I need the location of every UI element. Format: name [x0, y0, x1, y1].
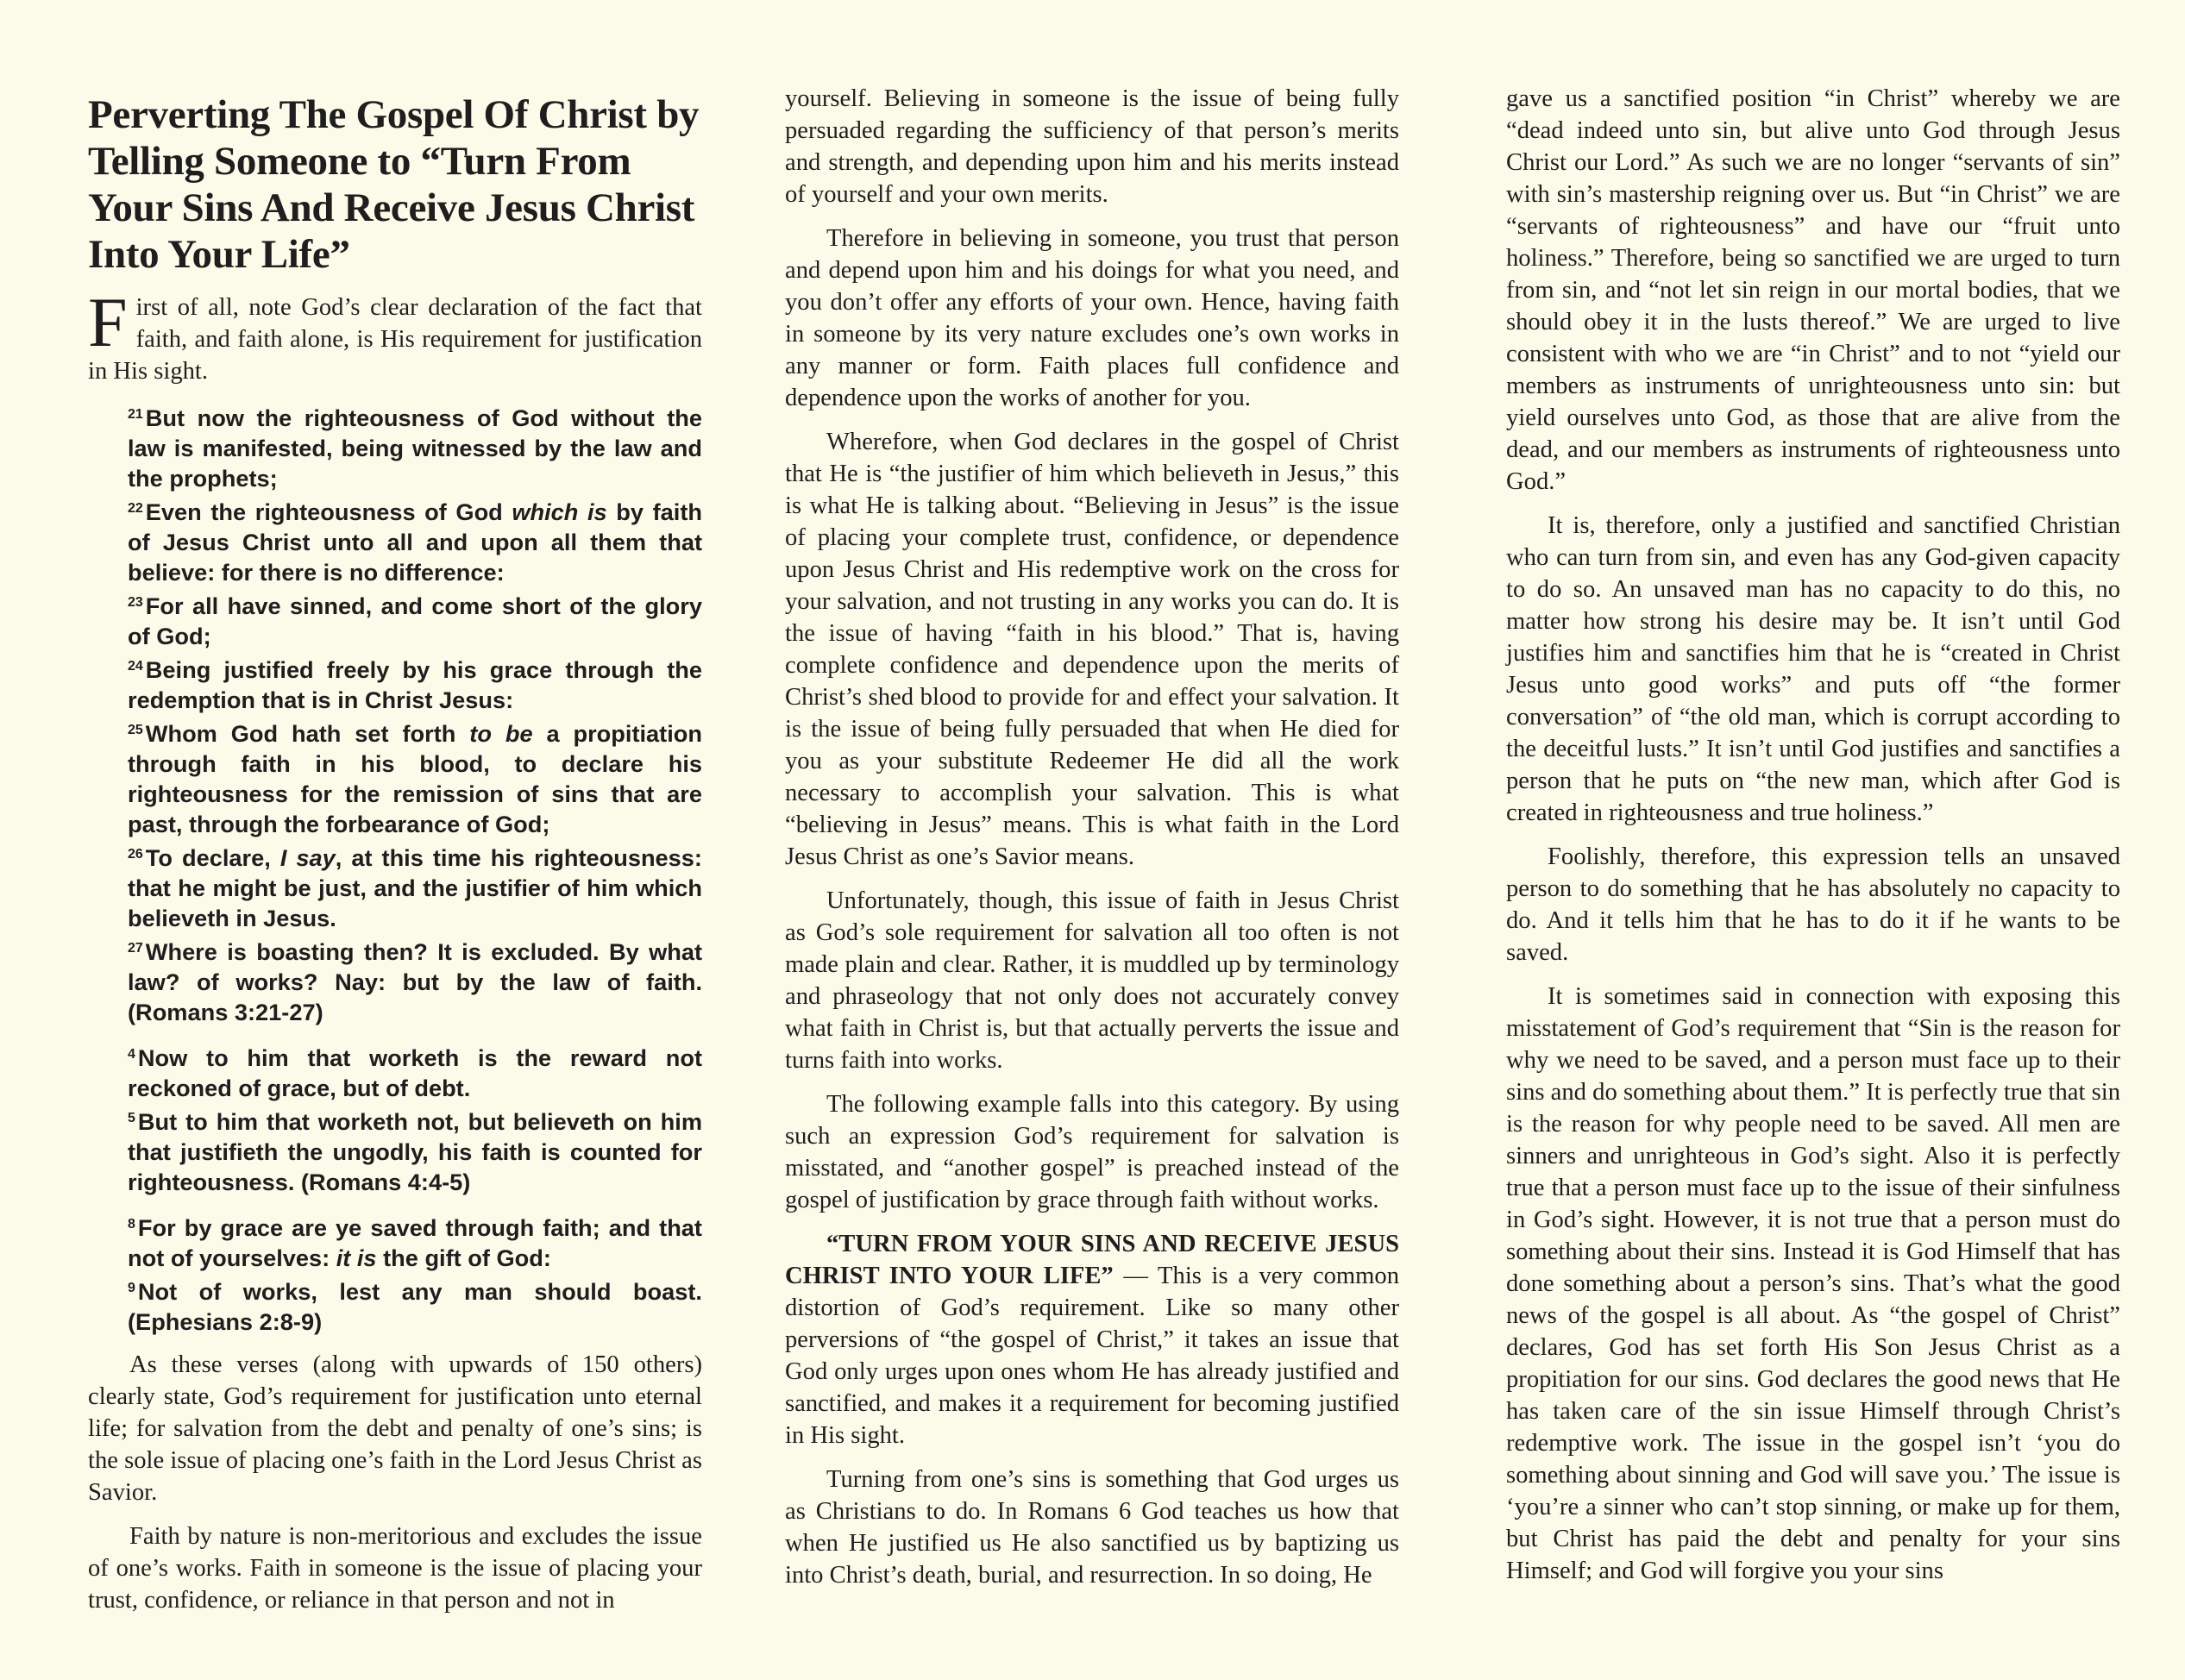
verse	[128, 651, 702, 715]
verse-text: a propitiation through faith in his blood, to declare his righteousness for the remission of sins that are past, through the forbearance of God;	[128, 720, 702, 837]
verse-number: 8	[128, 1217, 135, 1232]
verse-text: Not of works, lest any man should boast. (Ephesians 2:8-9)	[128, 1278, 702, 1335]
drop-cap: F	[88, 283, 128, 361]
verse-text: For by grace are ye saved through faith; and that not of yourselves:	[128, 1214, 702, 1271]
column-3	[1506, 83, 2120, 1599]
verse-text: Being justified freely by his grace through the redemption that is in Christ Jesus:	[128, 656, 702, 713]
verse	[128, 493, 702, 587]
verse-number: 23	[128, 595, 143, 610]
verse-text: by faith of Jesus Christ unto all and upon all them that believe: for there is no difference:	[128, 498, 702, 586]
paragraph: As these verses (along with upwards of 150 others) clearly state, God’s requirement for justification unto eternal life; for salvation from the debt and penalty of one’s sins; is the sole issue of placing one’s faith in the Lord Jesus Christ as Savior.	[88, 1351, 702, 1506]
verse-text: Even the righteousness of God	[145, 498, 512, 525]
column-1	[88, 79, 702, 1628]
verse	[128, 1103, 702, 1197]
verse	[128, 1209, 702, 1273]
paragraph: Turning from one’s sins is something that God urges us as Christians to do. In Romans 6 God teaches us how that when He justified us He also sanctified us by baptizing us into Christ’s death, burial, and resurrection. In so doing, He	[785, 1466, 1399, 1589]
verse	[128, 1273, 702, 1337]
verse-number: 27	[128, 941, 143, 956]
verse-number: 26	[128, 847, 143, 862]
paragraph: It is, therefore, only a justified and sanctified Christian who can turn from sin, and even has any God-given capacity to do so. An unsaved man has no capacity to do this, no matter how strong his desire may be. It isn’t until God justifies him and sanctifies him that he is “created in Christ Jesus unto good works” and puts off “the former conversation” of “the old man, which is corrupt according to the deceitful lusts.” It isn’t until God justifies and sanctifies a person that he puts on “the new man, which after God is created in righteousness and true holiness.”	[1506, 512, 2120, 826]
verse	[128, 1039, 702, 1103]
verse-number: 22	[128, 501, 143, 516]
verse	[128, 933, 702, 1027]
verse-number: 24	[128, 659, 143, 674]
verse-block-romans-4	[128, 1039, 702, 1197]
paragraph: Therefore in believing in someone, you trust that person and depend upon him and his doings for what you need, and you don’t offer any efforts of your own. Hence, having faith in someone by its very nature excludes one’s own works in any manner or form. Faith places full confidence and dependence upon the works of another for you.	[785, 225, 1399, 411]
paragraph: Wherefore, when God declares in the gospel of Christ that He is “the justifier of him which believeth in Jesus,” this is what He is talking about. “Believing in Jesus” is the issue of placing your complete trust, confidence, or dependence upon Jesus Christ and His redemptive work on the cross for your salvation, and not trusting in any works you can do. It is the issue of having “faith in his blood.” That is, having complete confidence and dependence upon the merits of Christ’s shed blood to provide for and effect your salvation. It is the issue of being fully persuaded that when He died for you as your substitute Redeemer He did all the work necessary to accomplish your salvation. This is what “believing in Jesus” means. This is what faith in the Lord Jesus Christ as one’s Savior means.	[785, 429, 1399, 870]
section-heading: “TURN FROM YOUR SINS AND RECEIVE JESUS CHRIST INTO YOUR LIFE”	[785, 1231, 1399, 1289]
verse-italic-text: which is	[512, 498, 607, 525]
verse-text: Now to him that worketh is the reward not reckoned of grace, but of debt.	[128, 1044, 702, 1101]
verse-number: 21	[128, 407, 143, 422]
verse-text: Where is boasting then? It is excluded. By what law? of works? Nay: but by the law of faith. (Romans 3:21-27)	[128, 938, 702, 1025]
verse-block-ephesians-2	[128, 1209, 702, 1337]
intro-paragraph	[88, 283, 702, 387]
verse	[128, 839, 702, 933]
intro-text: irst of all, note God’s clear declaration of the fact that faith, and faith alone, is His requirement for justification in His sight.	[88, 294, 702, 385]
paragraph: Unfortunately, though, this issue of faith in Jesus Christ as God’s sole requirement for salvation all too often is not made plain and clear. Rather, it is muddled up by terminology and phraseology that not only does not accurately convey what faith in Christ is, but that actually perverts the issue and turns faith into works.	[785, 887, 1399, 1074]
verse-number: 4	[128, 1047, 135, 1062]
article-title: Perverting The Gospel Of Christ by Telling Someone to “Turn From Your Sins And Receive Jesus Christ Into Your Life”	[88, 92, 700, 277]
verse-number: 5	[128, 1111, 135, 1125]
paragraph: The following example falls into this category. By using such an expression God’s requirement for salvation is misstated, and “another gospel” is preached instead of the gospel of justification by grace through faith without works.	[785, 1091, 1399, 1213]
verse-text: But now the righteousness of God without the law is manifested, being witnessed by the law and the prophets;	[128, 404, 702, 492]
verse-block-romans-3	[128, 399, 702, 1027]
paragraph: It is sometimes said in connection with exposing this misstatement of God’s requirement that “Sin is the reason for why we need to be saved, and a person must face up to their sins and do something about them.” It is perfectly true that sin is the reason for why people need to be saved. All men are sinners and unrighteous in God’s sight. Also it is perfectly true that a person must face up to the issue of their sinfulness in God’s sight. However, it is not true that a person must do something about their sins. Instead it is God Himself that has done something about a person’s sins. That’s what the good news of the gospel is all about. As “the gospel of Christ” declares, God has set forth His Son Jesus Christ as a propitiation for our sins. God declares the good news that He has taken care of the sin issue Himself through Christ’s redemptive work. The issue in the gospel isn’t ‘you do something about sinning and God will save you.’ The issue is ‘you’re a sinner who can’t stop sinning, or make up for them, but Christ has paid the debt and penalty for your sins Himself; and God will forgive you your sins	[1506, 983, 2120, 1584]
verse-italic-text: I say	[279, 844, 336, 871]
verse-text: , at this time his righteousness: that he might be just, and the justifier of him which believeth in Jesus.	[128, 844, 702, 931]
verse-text: But to him that worketh not, but believeth on him that justifieth the ungodly, his faith is counted for righteousness. (Romans 4:4-5)	[128, 1108, 702, 1195]
verse-number: 9	[128, 1281, 135, 1295]
verse-text: To declare,	[145, 844, 280, 871]
verse-text: For all have sinned, and come short of the glory of God;	[128, 592, 702, 649]
verse	[128, 399, 702, 493]
verse-text: the gift of God:	[376, 1244, 551, 1271]
verse-italic-text: to be	[469, 720, 533, 747]
paragraph: Foolishly, therefore, this expression tells an unsaved person to do something that he has absolutely no capacity to do. And it tells him that he has to do it if he wants to be saved.	[1506, 843, 2120, 966]
verse-number: 25	[128, 723, 143, 737]
column-2	[785, 83, 1399, 1603]
paragraph: gave us a sanctified position “in Christ” whereby we are “dead indeed unto sin, but alive unto God through Jesus Christ our Lord.” As such we are no longer “servants of sin” with sin’s mastership reigning over us. But “in Christ” we are “servants of righteousness” and have our “fruit unto holiness.” Therefore, being so sanctified we are urged to turn from sin, and “not let sin reign in our mortal bodies, that we should obey it in the lusts thereof.” We are urged to live consistent with who we are “in Christ” and to not “yield our members as instruments of unrighteousness unto sin: but yield ourselves unto God, as those that are alive from the dead, and our members as instruments of righteousness unto God.”	[1506, 85, 2120, 495]
section-text: — This is a very common distortion of God’s requirement. Like so many other perversions of “the gospel of Christ,” it takes an issue that God only urges upon ones whom He has already justified and sanctified, and makes it a requirement for becoming justified in His sight.	[785, 1263, 1400, 1449]
paragraph: Faith by nature is non-meritorious and excludes the issue of one’s works. Faith in someone is the issue of placing your trust, confidence, or reliance in that person and not in	[88, 1523, 702, 1614]
verse-italic-text: it is	[336, 1244, 377, 1271]
verse-text: Whom God hath set forth	[145, 720, 470, 747]
paragraph	[785, 1228, 1399, 1451]
paragraph: yourself. Believing in someone is the issue of being fully persuaded regarding the sufficiency of that person’s merits and strength, and depending upon him and his merits instead of yourself and your own merits.	[785, 85, 1399, 208]
verse	[128, 715, 702, 839]
verse	[128, 587, 702, 651]
